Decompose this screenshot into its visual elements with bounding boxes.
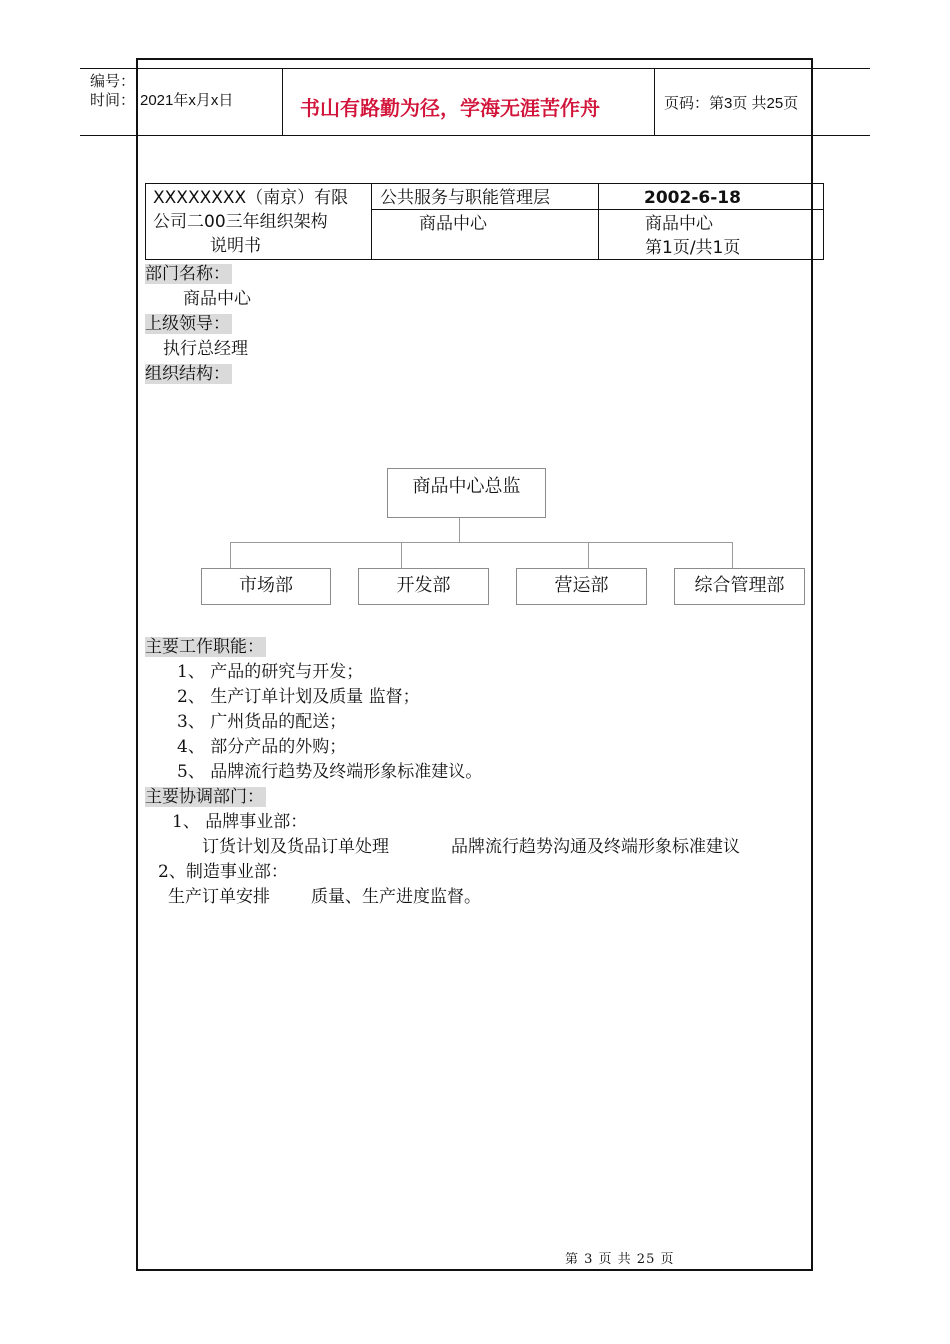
header-divider-1 [282,68,283,135]
org-child-label: 开发部 [396,575,451,596]
table-page: 第1页/共1页 [645,238,741,258]
org-structure-label-text: 组织结构： [145,364,230,384]
coord-dept-1-detail-b: 品牌流行趋势沟通及终端形象标准建议 [451,837,740,857]
org-connector-drop-3 [588,542,589,568]
coord-label [145,785,266,810]
number-label: 编号： [90,73,136,90]
coord-dept-2-detail-a: 生产订单安排 [168,887,270,907]
org-child-box-operations [516,568,647,605]
dept-name-value: 商品中心 [183,289,251,309]
org-structure-label [145,362,232,387]
table-date: 2002-6-18 [644,188,741,208]
org-child-box-development [358,568,489,605]
superior-value: 执行总经理 [163,339,248,359]
org-connector-drop-1 [230,542,231,568]
org-head-label: 商品中心总监 [412,476,521,497]
table-department: 商品中心 [419,214,487,234]
company-title-line2: 公司二00三年组织架构 [153,212,328,232]
org-connector-stem [459,518,460,542]
superior-label-text: 上级领导： [145,314,230,334]
org-child-label: 市场部 [239,575,293,596]
header-top-rule [80,68,870,69]
header-page-info: 页码：第3页 共25页 [664,95,799,112]
footer-page-number: 第 3 页 共 25 页 [565,1252,675,1267]
org-child-label: 综合管理部 [694,575,785,596]
dept-name-label-text: 部门名称： [145,264,230,284]
header-date: 2021年x月x日 [140,92,234,109]
management-level: 公共服务与职能管理层 [380,188,550,208]
table-department-right: 商品中心 [645,214,713,234]
header-divider-2 [654,68,655,135]
table-col-divider-2 [598,184,599,259]
org-child-box-admin [674,568,805,605]
time-label: 时间： [90,92,136,109]
org-head-box [387,468,546,518]
header-bottom-rule [80,135,870,136]
superior-label [145,312,232,337]
coord-dept-1-detail-a: 订货计划及货品订单处理 [202,837,389,857]
header-motto: 书山有路勤为径，学海无涯苦作舟 [300,96,600,120]
org-connector-drop-2 [401,542,402,568]
duties-label [145,635,266,660]
coord-label-text: 主要协调部门： [145,787,264,807]
company-title-line1: XXXXXXXX（南京）有限 [153,188,349,208]
duties-label-text: 主要工作职能： [145,637,264,657]
doc-info-table [145,183,824,260]
dept-name-label [145,262,232,287]
org-child-label: 营运部 [554,575,609,596]
duty-item: 2、 生产订单计划及质量 监督； [177,687,420,707]
org-child-box-market [201,568,331,605]
org-connector-bar [230,542,733,543]
duty-item: 1、 产品的研究与开发； [177,662,364,682]
table-col-divider-1 [371,184,372,259]
coord-dept-1-title: 1、 品牌事业部： [172,812,308,832]
org-connector-drop-4 [732,542,733,568]
coord-dept-2-detail-b: 质量、生产进度监督。 [311,887,481,907]
duty-item: 5、 品牌流行趋势及终端形象标准建议。 [177,762,483,782]
duty-item: 4、 部分产品的外购； [177,737,347,757]
company-title-line3: 说明书 [210,236,261,256]
duty-item: 3、 广州货品的配送； [177,712,347,732]
coord-dept-2-title: 2、制造事业部： [158,862,288,882]
